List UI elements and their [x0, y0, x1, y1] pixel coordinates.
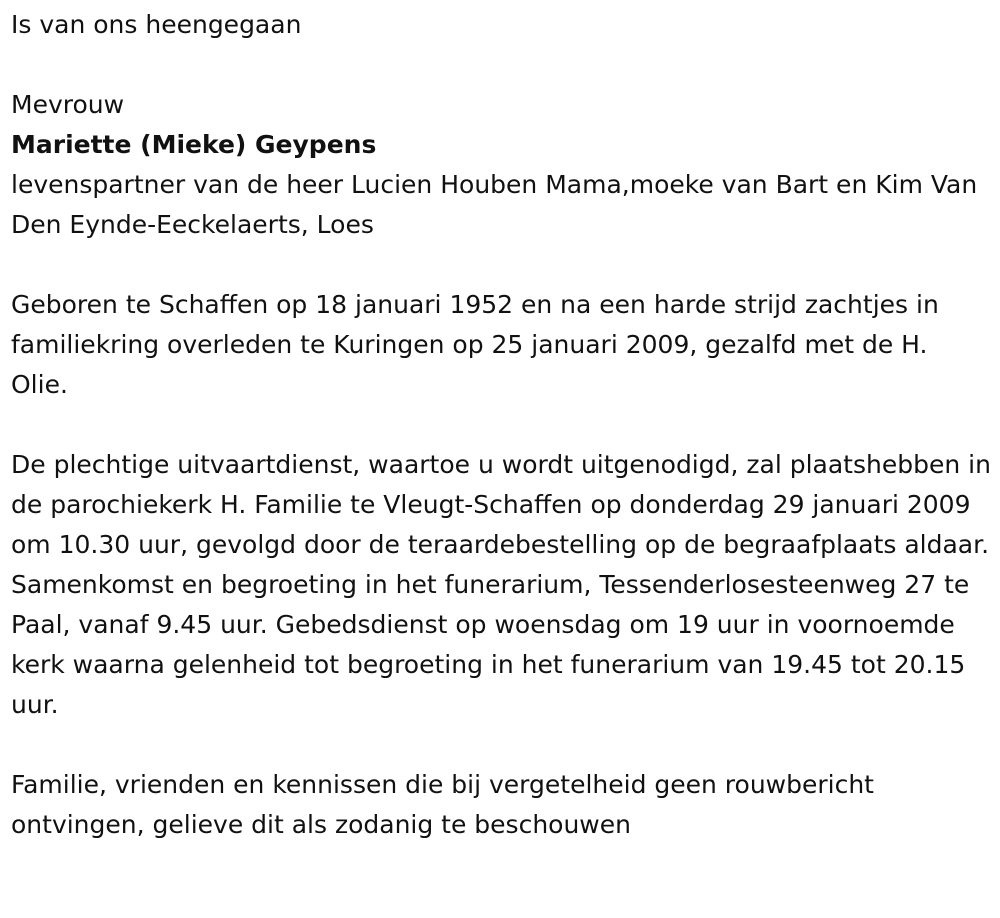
intro-text: Is van ons heengegaan [11, 10, 302, 39]
closing-paragraph: Familie, vrienden en kennissen die bij vergetelheid geen rouwbericht ontvingen, gelieve dit als zodanig te beschouwen [11, 770, 874, 839]
birth-death-paragraph: Geboren te Schaffen op 18 januari 1952 en na een harde strijd zachtjes in familiekring overleden te Kuringen op 25 januari 2009, gezalfd met de H. Olie. [11, 290, 939, 399]
relations-paragraph: levenspartner van de heer Lucien Houben Mama,moeke van Bart en Kim Van Den Eynde-Eeckelaerts, Loes [11, 170, 978, 239]
spacer [11, 725, 991, 765]
spacer [11, 405, 991, 445]
spacer [11, 45, 991, 85]
funeral-paragraph: De plechtige uitvaartdienst, waartoe u wordt uitgenodigd, zal plaatshebben in de parochiekerk H. Familie te Vleugt-Schaffen op donderdag 29 januari 2009 om 10.30 uur, gevolgd door de teraardebestelling op de begraafplaats aldaar. Samenkomst en begroeting in het funerarium, Tessenderlosesteenweg 27 te Paal, vanaf 9.45 uur. Gebedsdienst op woensdag om 19 uur in voornoemde kerk waarna gelenheid tot begroeting in het funerarium van 19.45 tot 20.15 uur. [11, 450, 991, 719]
salutation: Mevrouw [11, 90, 125, 119]
deceased-name: Mariette (Mieke) Geypens [11, 130, 377, 159]
spacer [11, 245, 991, 285]
